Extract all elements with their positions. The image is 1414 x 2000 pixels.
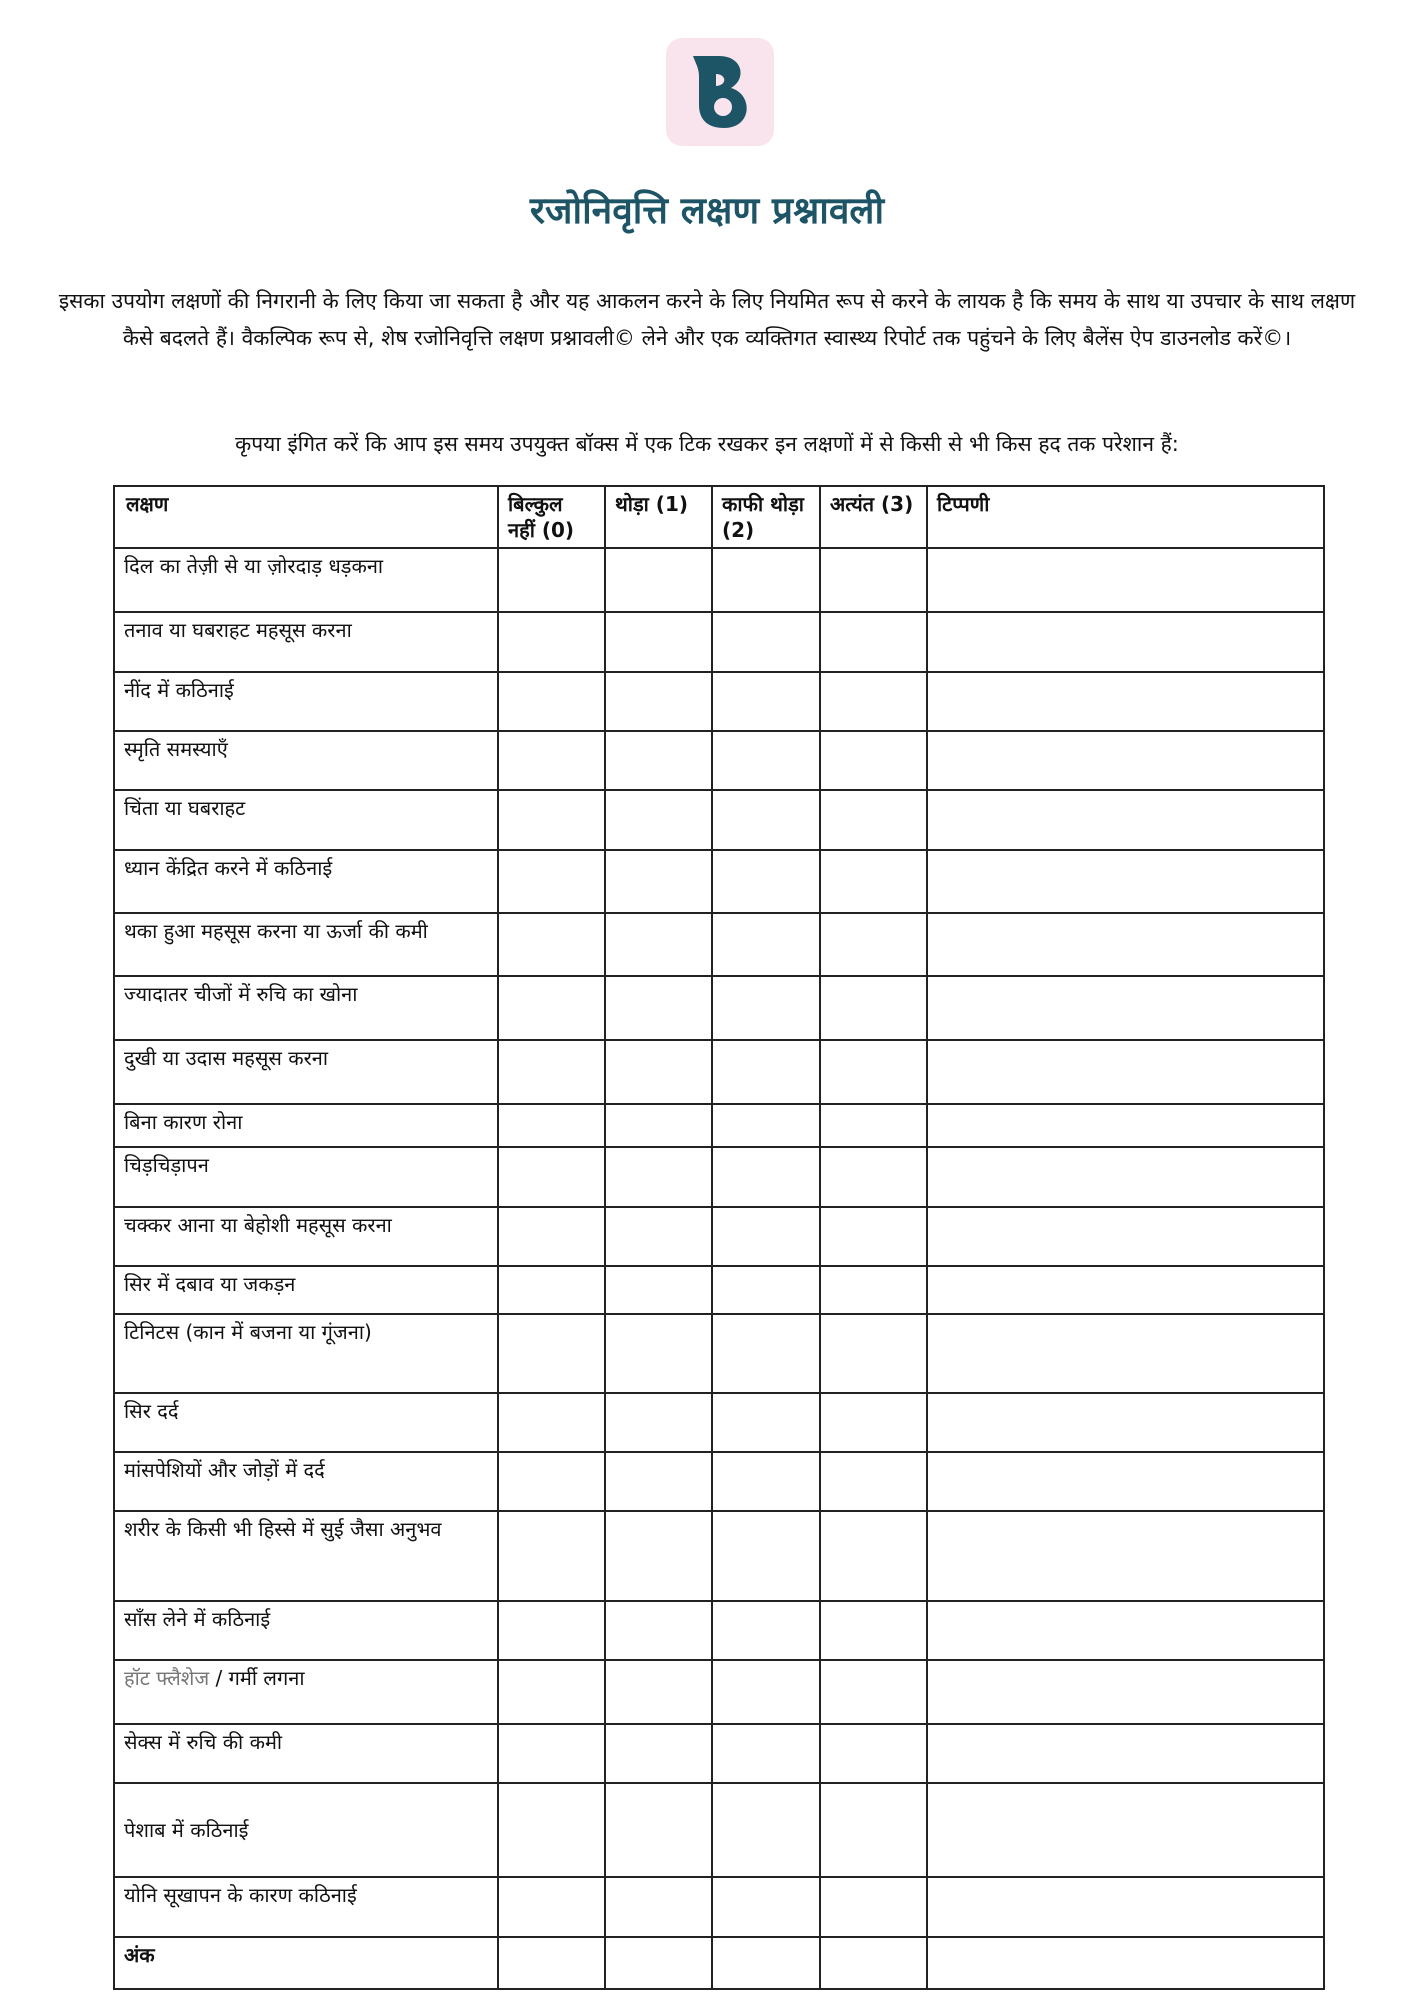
score-3-cell[interactable] xyxy=(820,850,927,913)
table-row xyxy=(114,850,1324,913)
symptom-label: दिल का तेज़ी से या ज़ोरदाड़ धड़कना xyxy=(114,548,498,612)
table-row xyxy=(114,1393,1324,1452)
score-1-cell[interactable] xyxy=(605,548,712,612)
score-2-cell[interactable] xyxy=(712,1104,820,1147)
table-row xyxy=(114,1266,1324,1314)
score-0-cell[interactable] xyxy=(498,850,605,913)
score-2-cell[interactable] xyxy=(712,612,820,672)
notes-cell[interactable] xyxy=(927,1314,1324,1393)
table-row xyxy=(114,1104,1324,1147)
table-row xyxy=(114,1601,1324,1660)
score-3-cell[interactable] xyxy=(820,1147,927,1207)
score-2-cell[interactable] xyxy=(712,1660,820,1724)
notes-cell[interactable] xyxy=(927,1601,1324,1660)
table-row xyxy=(114,731,1324,790)
table-row xyxy=(114,672,1324,731)
score-1-cell[interactable] xyxy=(605,1207,712,1266)
score-2-cell[interactable] xyxy=(712,1601,820,1660)
notes-cell[interactable] xyxy=(927,1511,1324,1601)
symptom-label: स्मृति समस्याएँ xyxy=(114,731,498,790)
score-0-cell[interactable] xyxy=(498,548,605,612)
brand-logo xyxy=(666,38,774,146)
score-1-cell[interactable] xyxy=(605,1040,712,1104)
score-3-cell[interactable] xyxy=(820,1724,927,1783)
score-3-cell[interactable] xyxy=(820,1783,927,1877)
symptom-label: पेशाब में कठिनाई xyxy=(114,1783,498,1877)
notes-cell[interactable] xyxy=(927,850,1324,913)
score-3-cell[interactable] xyxy=(820,1040,927,1104)
notes-cell[interactable] xyxy=(927,1877,1324,1937)
score-3-cell[interactable] xyxy=(820,1393,927,1452)
score-0-cell[interactable] xyxy=(498,1724,605,1783)
score-row xyxy=(114,1937,1324,1989)
score-1-cell[interactable] xyxy=(605,1511,712,1601)
score-1-cell[interactable] xyxy=(605,1266,712,1314)
score-1-cell[interactable] xyxy=(605,731,712,790)
symptom-label: मांसपेशियों और जोड़ों में दर्द xyxy=(114,1452,498,1511)
instruction-text: कृपया इंगित करें कि आप इस समय उपयुक्त बॉक्स में एक टिक रखकर इन लक्षणों में से किसी से भी किस हद तक परेशान हैं: xyxy=(235,432,1179,456)
notes-cell[interactable] xyxy=(927,1266,1324,1314)
score-1-cell[interactable] xyxy=(605,1724,712,1783)
table-row xyxy=(114,913,1324,976)
score-3-cell[interactable] xyxy=(820,1877,927,1937)
notes-cell[interactable] xyxy=(927,612,1324,672)
score-0-cell[interactable] xyxy=(498,1452,605,1511)
score-2-cell[interactable] xyxy=(712,850,820,913)
score-0-cell[interactable] xyxy=(498,913,605,976)
symptom-label: शरीर के किसी भी हिस्से में सुई जैसा अनुभव xyxy=(114,1511,498,1601)
symptom-label: चिड़चिड़ापन xyxy=(114,1147,498,1207)
header-not-at-all: बिल्कुल नहीं (0) xyxy=(498,486,605,548)
score-0-cell[interactable] xyxy=(498,1660,605,1724)
score-3-cell[interactable] xyxy=(820,1104,927,1147)
symptom-label: बिना कारण रोना xyxy=(114,1104,498,1147)
symptom-label: नींद में कठिनाई xyxy=(114,672,498,731)
hot-flashes-label: हॉट फ्लैशेज xyxy=(124,1666,210,1690)
score-3-cell[interactable] xyxy=(820,731,927,790)
notes-cell[interactable] xyxy=(927,913,1324,976)
score-3-cell[interactable] xyxy=(820,1452,927,1511)
score-0-cell[interactable] xyxy=(498,612,605,672)
symptom-label: चिंता या घबराहट xyxy=(114,790,498,850)
table-row xyxy=(114,1877,1324,1937)
symptom-label: साँस लेने में कठिनाई xyxy=(114,1601,498,1660)
score-1-cell[interactable] xyxy=(605,1147,712,1207)
score-2-cell[interactable] xyxy=(712,1452,820,1511)
score-3-cell[interactable] xyxy=(820,1660,927,1724)
notes-cell[interactable] xyxy=(927,1147,1324,1207)
table-row xyxy=(114,1147,1324,1207)
score-2-cell[interactable] xyxy=(712,1393,820,1452)
symptom-label: थका हुआ महसूस करना या ऊर्जा की कमी xyxy=(114,913,498,976)
table-row xyxy=(114,1511,1324,1601)
header-notes: टिप्पणी xyxy=(927,486,1324,548)
table-row xyxy=(114,790,1324,850)
score-1-cell[interactable] xyxy=(605,913,712,976)
notes-cell[interactable] xyxy=(927,790,1324,850)
symptom-label: सेक्स में रुचि की कमी xyxy=(114,1724,498,1783)
symptom-label: चक्कर आना या बेहोशी महसूस करना xyxy=(114,1207,498,1266)
notes-cell[interactable] xyxy=(927,1040,1324,1104)
notes-cell[interactable] xyxy=(927,1724,1324,1783)
score-2-cell[interactable] xyxy=(712,672,820,731)
score-2-cell[interactable] xyxy=(712,913,820,976)
score-0-cell[interactable] xyxy=(498,731,605,790)
score-0-cell[interactable] xyxy=(498,1877,605,1937)
score-total-0-cell[interactable] xyxy=(498,1937,605,1989)
score-0-cell[interactable] xyxy=(498,976,605,1040)
symptom-label: ज्यादातर चीजों में रुचि का खोना xyxy=(114,976,498,1040)
symptom-label: ध्यान केंद्रित करने में कठिनाई xyxy=(114,850,498,913)
score-3-cell[interactable] xyxy=(820,1207,927,1266)
table-row xyxy=(114,612,1324,672)
score-1-cell[interactable] xyxy=(605,612,712,672)
score-2-cell[interactable] xyxy=(712,1314,820,1393)
symptom-label: तनाव या घबराहट महसूस करना xyxy=(114,612,498,672)
score-1-cell[interactable] xyxy=(605,672,712,731)
score-0-cell[interactable] xyxy=(498,1601,605,1660)
table-row xyxy=(114,1452,1324,1511)
table-row xyxy=(114,1724,1324,1783)
symptom-label: दुखी या उदास महसूस करना xyxy=(114,1040,498,1104)
score-1-cell[interactable] xyxy=(605,850,712,913)
notes-cell[interactable] xyxy=(927,1452,1324,1511)
header-quite-a-bit: काफी थोड़ा (2) xyxy=(712,486,820,548)
score-3-cell[interactable] xyxy=(820,612,927,672)
symptom-label: योनि सूखापन के कारण कठिनाई xyxy=(114,1877,498,1937)
score-2-cell[interactable] xyxy=(712,731,820,790)
header-a-little: थोड़ा (1) xyxy=(605,486,712,548)
score-total-2-cell[interactable] xyxy=(712,1937,820,1989)
score-3-cell[interactable] xyxy=(820,548,927,612)
feeling-hot-label: गर्मी लगना xyxy=(228,1666,305,1690)
score-2-cell[interactable] xyxy=(712,1877,820,1937)
score-3-cell[interactable] xyxy=(820,1601,927,1660)
notes-cell[interactable] xyxy=(927,1393,1324,1452)
score-3-cell[interactable] xyxy=(820,913,927,976)
score-3-cell[interactable] xyxy=(820,1314,927,1393)
score-1-cell[interactable] xyxy=(605,1660,712,1724)
score-0-cell[interactable] xyxy=(498,1266,605,1314)
score-3-cell[interactable] xyxy=(820,1266,927,1314)
intro-paragraph: इसका उपयोग लक्षणों की निगरानी के लिए किया जा सकता है और यह आकलन करने के लिए नियमित रूप से करने के लायक है कि समय के साथ या उपचार के साथ लक्षण कैसे बदलते हैं। वैकल्पिक रूप से, शेष रजोनिवृत्ति लक्षण प्रश्नावली© लेने और एक व्यक्तिगत स्वास्थ्य रिपोर्ट तक पहुंचने के लिए बैलेंस ऐप डाउनलोड करें©। xyxy=(58,289,1356,350)
score-total-3-cell[interactable] xyxy=(820,1937,927,1989)
score-label: अंक xyxy=(114,1937,498,1989)
score-1-cell[interactable] xyxy=(605,1783,712,1877)
score-2-cell[interactable] xyxy=(712,1207,820,1266)
score-0-cell[interactable] xyxy=(498,672,605,731)
score-2-cell[interactable] xyxy=(712,790,820,850)
table-row xyxy=(114,1660,1324,1724)
header-symptom: लक्षण xyxy=(114,486,498,548)
score-3-cell[interactable] xyxy=(820,976,927,1040)
symptom-label: हॉट फ्लैशेज / गर्मी लगना xyxy=(114,1660,498,1724)
notes-cell[interactable] xyxy=(927,731,1324,790)
score-1-cell[interactable] xyxy=(605,1601,712,1660)
score-total-1-cell[interactable] xyxy=(605,1937,712,1989)
page-title: रजोनिवृत्ति लक्षण प्रश्नावली xyxy=(529,189,885,232)
score-2-cell[interactable] xyxy=(712,1511,820,1601)
score-2-cell[interactable] xyxy=(712,1266,820,1314)
score-0-cell[interactable] xyxy=(498,1104,605,1147)
score-0-cell[interactable] xyxy=(498,1393,605,1452)
symptom-label: सिर दर्द xyxy=(114,1393,498,1452)
table-row xyxy=(114,1314,1324,1393)
table-row xyxy=(114,1207,1324,1266)
symptom-label: सिर में दबाव या जकड़न xyxy=(114,1266,498,1314)
score-0-cell[interactable] xyxy=(498,790,605,850)
score-2-cell[interactable] xyxy=(712,1783,820,1877)
score-1-cell[interactable] xyxy=(605,1393,712,1452)
score-1-cell[interactable] xyxy=(605,1877,712,1937)
score-2-cell[interactable] xyxy=(712,548,820,612)
score-0-cell[interactable] xyxy=(498,1511,605,1601)
notes-cell[interactable] xyxy=(927,1207,1324,1266)
balance-b-logo-icon xyxy=(666,38,774,146)
score-0-cell[interactable] xyxy=(498,1147,605,1207)
score-1-cell[interactable] xyxy=(605,1104,712,1147)
score-1-cell[interactable] xyxy=(605,1452,712,1511)
score-3-cell[interactable] xyxy=(820,672,927,731)
score-0-cell[interactable] xyxy=(498,1040,605,1104)
notes-cell[interactable] xyxy=(927,548,1324,612)
header-extremely: अत्यंत (3) xyxy=(820,486,927,548)
notes-cell[interactable] xyxy=(927,672,1324,731)
score-1-cell[interactable] xyxy=(605,1314,712,1393)
notes-cell[interactable] xyxy=(927,976,1324,1040)
score-3-cell[interactable] xyxy=(820,1511,927,1601)
score-0-cell[interactable] xyxy=(498,1207,605,1266)
score-1-cell[interactable] xyxy=(605,976,712,1040)
score-2-cell[interactable] xyxy=(712,1724,820,1783)
notes-cell[interactable] xyxy=(927,1104,1324,1147)
notes-cell[interactable] xyxy=(927,1660,1324,1724)
score-2-cell[interactable] xyxy=(712,976,820,1040)
table-row xyxy=(114,1783,1324,1877)
score-2-cell[interactable] xyxy=(712,1040,820,1104)
score-0-cell[interactable] xyxy=(498,1314,605,1393)
table-row xyxy=(114,548,1324,612)
score-notes-cell[interactable] xyxy=(927,1937,1324,1989)
score-2-cell[interactable] xyxy=(712,1147,820,1207)
table-row xyxy=(114,1040,1324,1104)
symptom-table xyxy=(113,485,1325,1990)
symptom-label: टिनिटस (कान में बजना या गूंजना) xyxy=(114,1314,498,1393)
table-row xyxy=(114,976,1324,1040)
score-1-cell[interactable] xyxy=(605,790,712,850)
score-3-cell[interactable] xyxy=(820,790,927,850)
score-0-cell[interactable] xyxy=(498,1783,605,1877)
notes-cell[interactable] xyxy=(927,1783,1324,1877)
header-row xyxy=(114,486,1324,548)
